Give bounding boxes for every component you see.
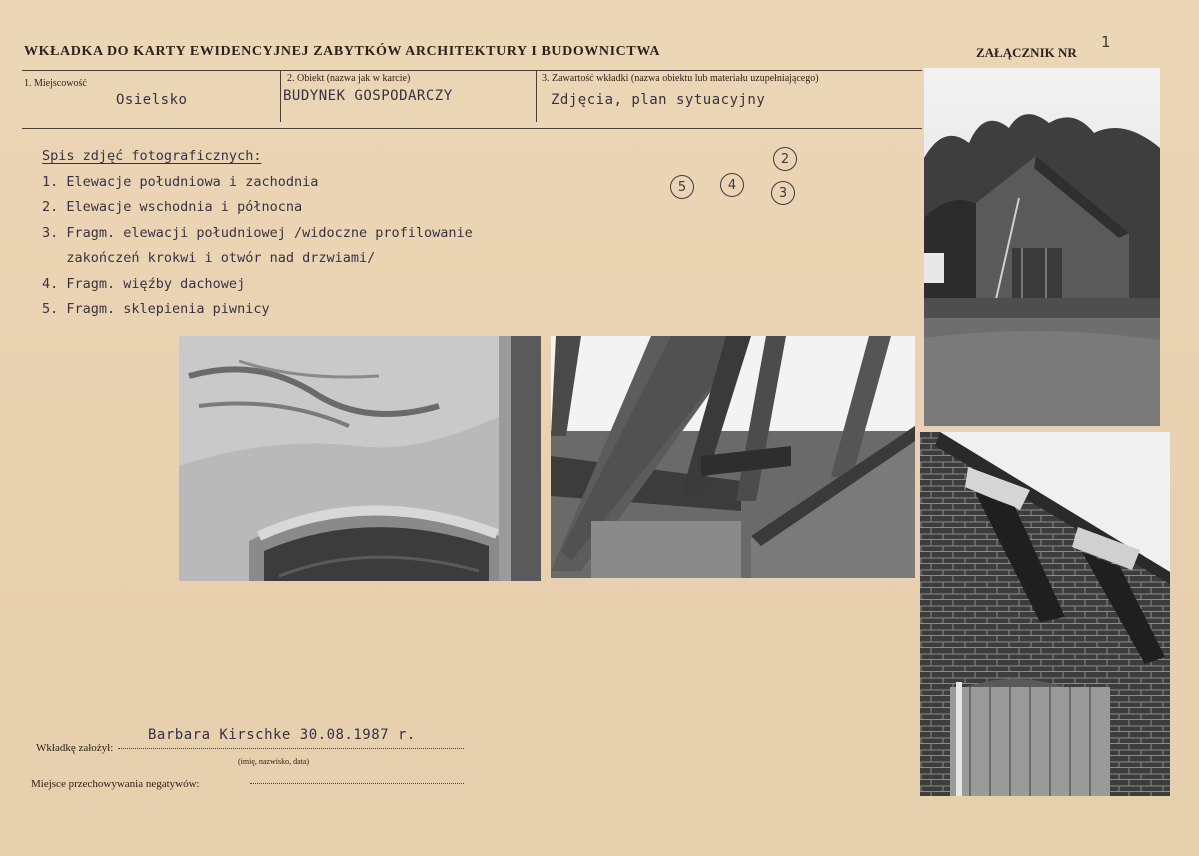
list-item: 5. Fragm. sklepienia piwnicy xyxy=(42,301,270,317)
photo-roof-truss xyxy=(551,336,915,578)
object-label: 2. Obiekt (nazwa jak w karcie) xyxy=(287,73,411,84)
created-by-value: Barbara Kirschke 30.08.1987 r. xyxy=(148,727,416,743)
content-value: Zdjęcia, plan sytuacyjny xyxy=(551,92,766,108)
header-divider xyxy=(22,70,922,71)
photo-list-title: Spis zdjęć fotograficznych: xyxy=(42,148,262,164)
field-separator xyxy=(536,70,537,122)
location-label: 1. Miejscowość xyxy=(24,78,87,89)
annex-number: 1 xyxy=(1101,33,1111,51)
photo-marker-4: 4 xyxy=(720,173,744,197)
photo-marker-5: 5 xyxy=(670,175,694,199)
negatives-label: Miejsce przechowywania negatywów: xyxy=(31,778,200,790)
photo-marker-2: 2 xyxy=(773,147,797,171)
fields-divider xyxy=(22,128,922,129)
created-by-label: Wkładkę założył: xyxy=(36,742,114,754)
photo-list xyxy=(42,144,473,323)
created-by-note: (imię, nazwisko, data) xyxy=(238,757,310,766)
location-value: Osielsko xyxy=(116,92,188,108)
created-by-line xyxy=(118,748,464,749)
negatives-line xyxy=(250,783,464,784)
card-title: WKŁADKA DO KARTY EWIDENCYJNEJ ZABYTKÓW ARCHITEKTURY I BUDOWNICTWA xyxy=(24,44,661,59)
photo-brick-elevation xyxy=(920,432,1170,796)
object-value: BUDYNEK GOSPODARCZY xyxy=(283,88,453,104)
photo-marker-3: 3 xyxy=(771,181,795,205)
photo-cellar-vault xyxy=(179,336,541,581)
field-separator xyxy=(280,70,281,122)
list-item: zakończeń krokwi i otwór nad drzwiami/ xyxy=(42,250,376,266)
list-item: 4. Fragm. więźby dachowej xyxy=(42,275,246,292)
annex-label: ZAŁĄCZNIK NR xyxy=(976,45,1077,60)
list-item: 3. Fragm. elewacji południowej /widoczne profilowanie xyxy=(42,224,473,241)
list-item: 2. Elewacje wschodnia i północna xyxy=(42,199,303,215)
list-item: 1. Elewacje południowa i zachodnia xyxy=(42,173,319,190)
content-label: 3. Zawartość wkładki (nazwa obiektu lub materiału uzupełniającego) xyxy=(542,73,819,84)
photo-barn-exterior xyxy=(924,68,1160,426)
